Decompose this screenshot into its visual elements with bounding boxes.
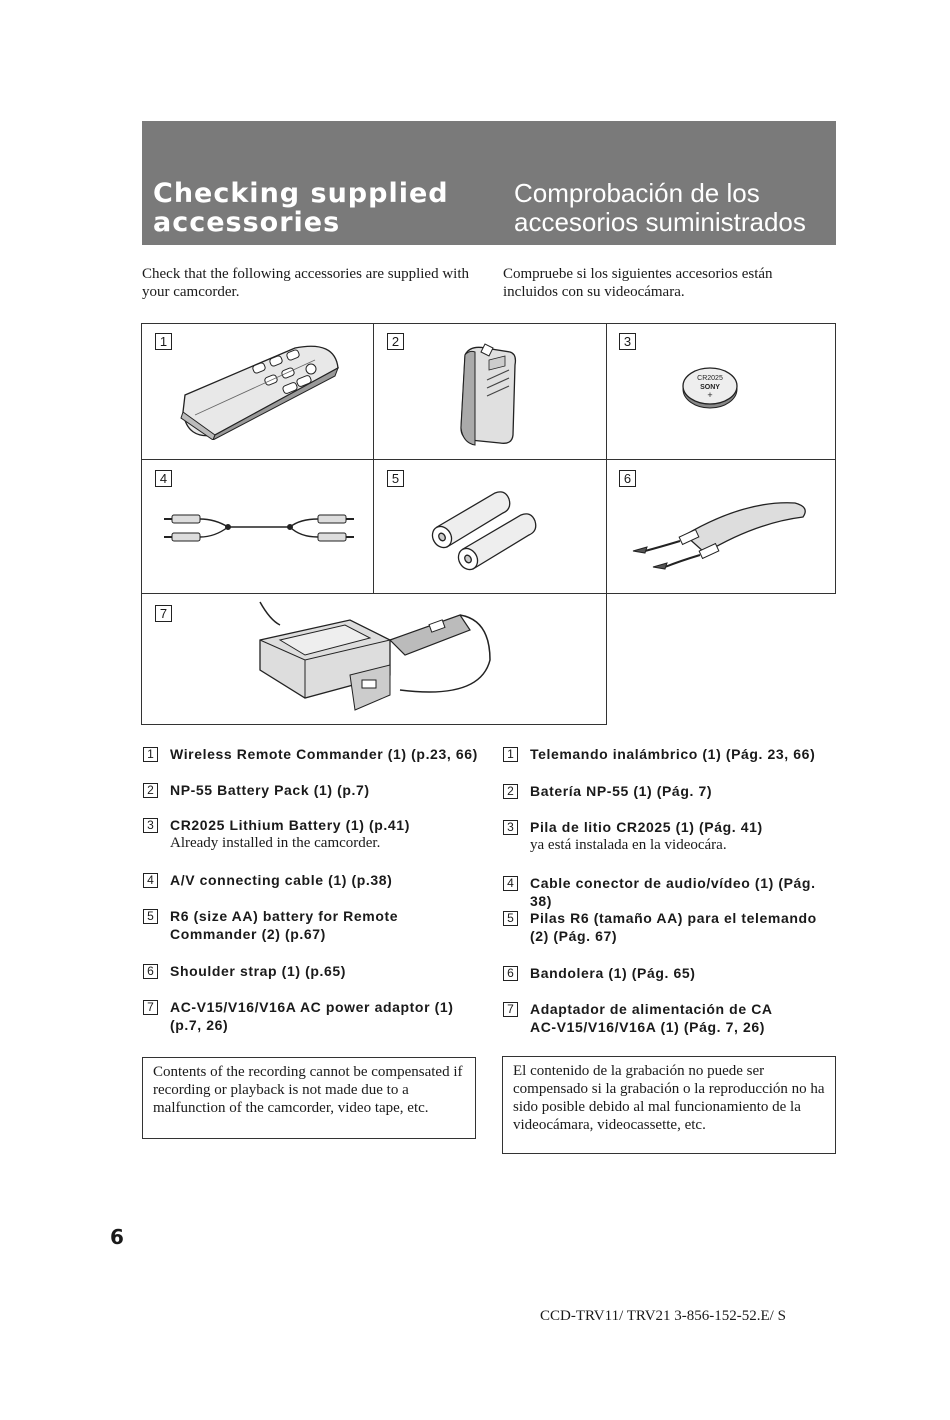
item-text: CR2025 Lithium Battery (1) (p.41) — [170, 817, 410, 833]
battery-model-label: CR2025 — [697, 375, 723, 382]
item-subtext: Already installed in the camcorder. — [170, 835, 381, 851]
item-text: Batería NP-55 (1) (Pág. 7) — [530, 783, 713, 799]
item-number: 5 — [503, 911, 518, 926]
item-subtext: ya está instalada en la videocára. — [530, 837, 727, 853]
item-text: Bandolera (1) (Pág. 65) — [530, 965, 696, 981]
item-number: 4 — [503, 876, 518, 891]
item-text: Shoulder strap (1) (p.65) — [170, 963, 347, 979]
item-number: 7 — [503, 1002, 518, 1017]
item-number: 7 — [143, 1000, 158, 1015]
item-number: 2 — [143, 783, 158, 798]
remote-commander-illustration — [175, 340, 350, 440]
battery-pack-illustration — [455, 340, 525, 450]
item-number: 3 — [503, 820, 518, 835]
title-spanish: Comprobación de los accesorios suministrados — [514, 178, 806, 237]
item-number: 1 — [143, 747, 158, 762]
note-box-english: Contents of the recording cannot be compensated if recording or playback is not made due to a malfunction of the camcorder, video tape, etc. — [142, 1057, 476, 1139]
footer-code: CCD-TRV11/ TRV21 3-856-152-52.E/ S — [540, 1308, 786, 1324]
note-box-spanish: El contenido de la grabación no puede ser compensado si la grabación o la reproducción no ha sido posible debido al mal funcionamiento de la videocámara, videocassette, etc. — [502, 1056, 836, 1154]
item-number: 6 — [143, 964, 158, 979]
battery-brand-label: SONY — [700, 384, 720, 391]
item-text: Pilas R6 (tamaño AA) para el telemando (2) (Pág. 67) — [530, 910, 817, 944]
av-cable-illustration — [160, 505, 360, 550]
battery-sign-label: + — [707, 390, 713, 400]
lithium-battery-illustration — [680, 365, 744, 411]
item-number: 5 — [143, 909, 158, 924]
item-number: 2 — [503, 784, 518, 799]
item-text: Wireless Remote Commander (1) (p.23, 66) — [170, 746, 478, 762]
aa-batteries-illustration — [425, 485, 555, 575]
item-text: NP-55 Battery Pack (1) (p.7) — [170, 782, 370, 798]
item-number: 6 — [503, 966, 518, 981]
shoulder-strap-illustration — [625, 495, 815, 580]
item-text: Adaptador de alimentación de CA AC-V15/V16/V16A (1) (Pág. 7, 26) — [530, 1001, 773, 1035]
title-english: Checking supplied accessories — [153, 178, 449, 238]
page-number: 6 — [110, 1225, 124, 1249]
item-text: Telemando inalámbrico (1) (Pág. 23, 66) — [530, 746, 816, 762]
item-number: 3 — [143, 818, 158, 833]
cell-number-7: 7 — [155, 605, 172, 622]
item-number: 4 — [143, 873, 158, 888]
item-text: Cable conector de audio/vídeo (1) (Pág. 38) — [530, 875, 816, 909]
item-number: 1 — [503, 747, 518, 762]
item-text: R6 (size AA) battery for Remote Commander (2) (p.67) — [170, 908, 399, 942]
cell-number-4: 4 — [155, 470, 172, 487]
item-text: AC-V15/V16/V16A AC power adaptor (1) (p.7, 26) — [170, 999, 454, 1033]
cell-number-3: 3 — [619, 333, 636, 350]
cell-number-2: 2 — [387, 333, 404, 350]
section-header — [142, 121, 836, 245]
ac-adaptor-illustration — [250, 600, 510, 720]
item-text: Pila de litio CR2025 (1) (Pág. 41) — [530, 819, 763, 835]
cell-number-1: 1 — [155, 333, 172, 350]
intro-english: Check that the following accessories are supplied with your camcorder. — [142, 266, 469, 300]
cell-number-6: 6 — [619, 470, 636, 487]
cell-number-5: 5 — [387, 470, 404, 487]
item-text: A/V connecting cable (1) (p.38) — [170, 872, 393, 888]
intro-spanish: Compruebe si los siguientes accesorios están incluidos con su videocámara. — [503, 266, 773, 300]
